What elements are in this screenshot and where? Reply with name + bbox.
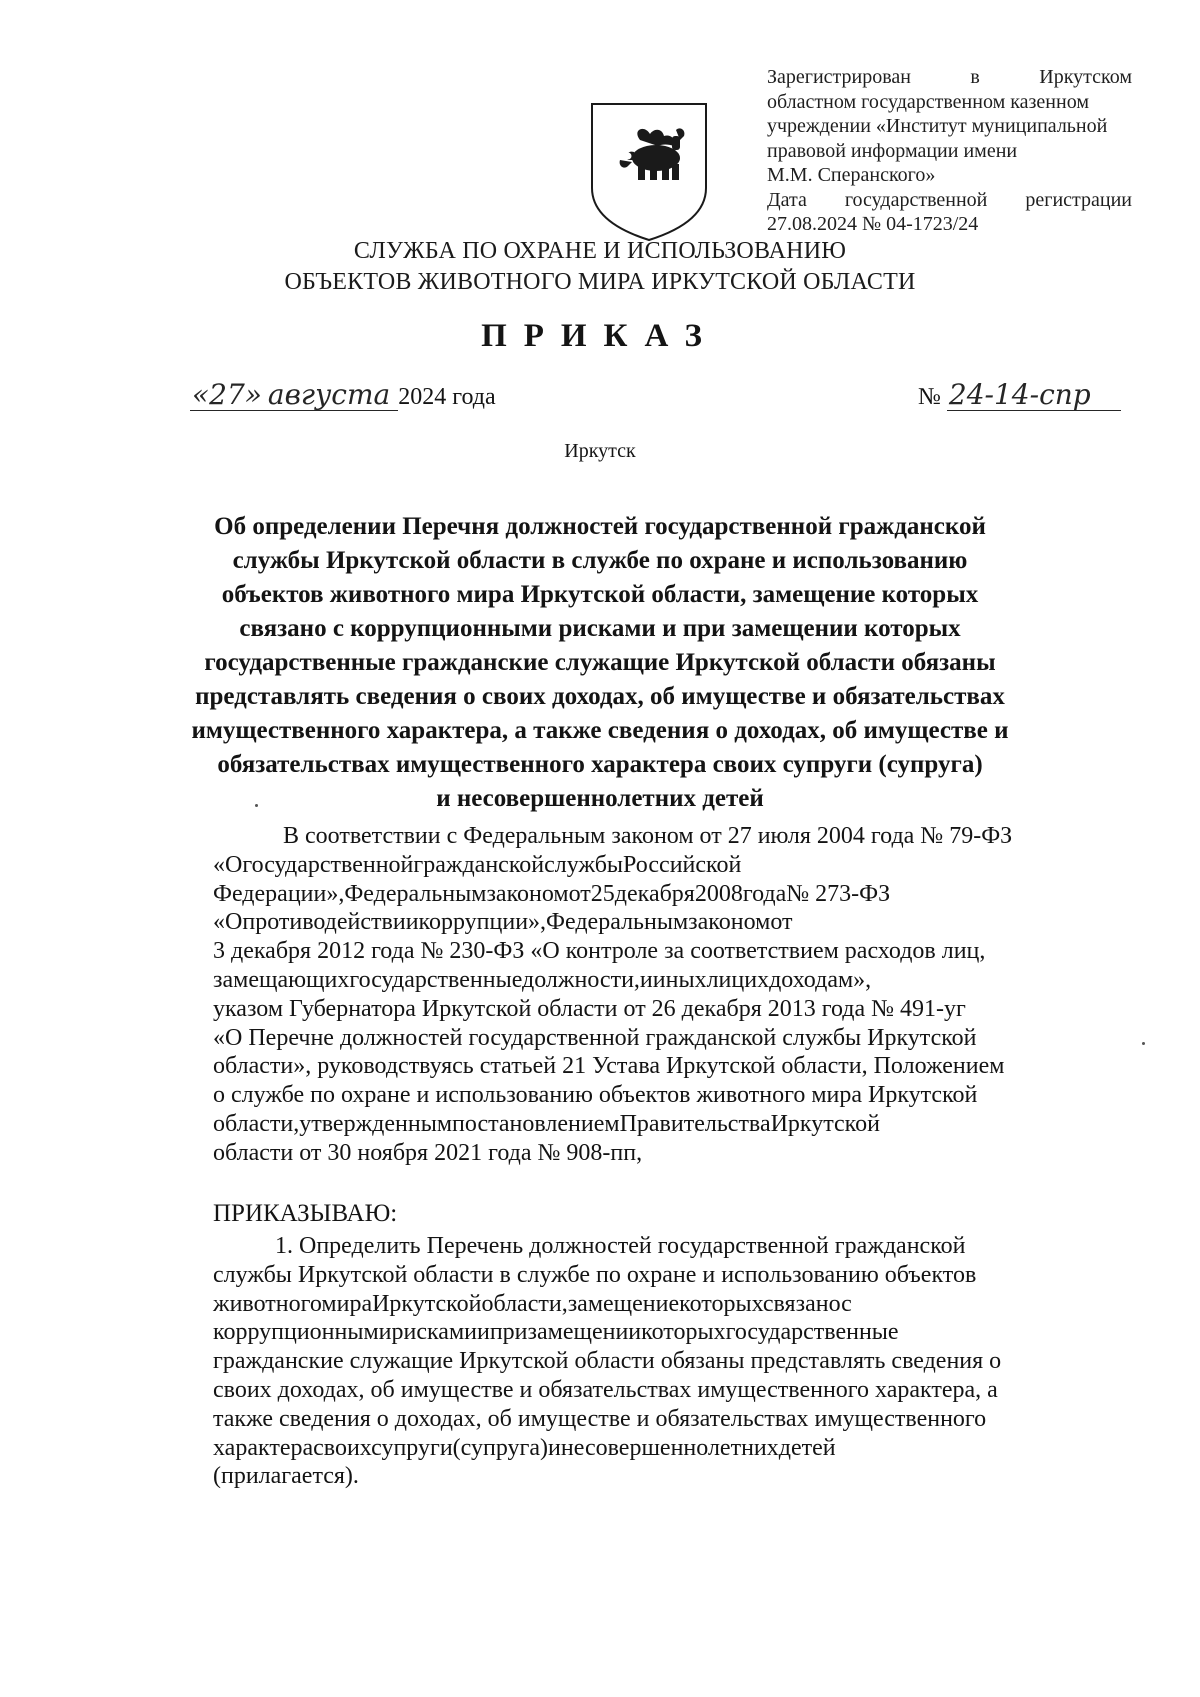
registration-text: Дата xyxy=(767,188,807,211)
preamble-text: декабря xyxy=(614,880,695,907)
preamble-text: коррупции», xyxy=(418,909,547,936)
title-line: государственные гражданские служащие Иркутской области обязаны xyxy=(204,649,996,676)
registration-line xyxy=(767,188,1132,213)
preamble-text: Федеральным xyxy=(546,909,689,936)
preamble-text: «О xyxy=(213,851,243,878)
item-text: замещение xyxy=(567,1290,680,1317)
preamble-text: от xyxy=(568,880,591,907)
preamble-text: области», руководствуясь статьей 21 Устава Иркутской области, Положением xyxy=(213,1053,1005,1080)
preamble-line xyxy=(213,1052,1125,1081)
item-text: службы Иркутской области в службе по охране и использованию объектов xyxy=(213,1261,977,1288)
item-line xyxy=(213,1376,1125,1405)
preamble-text: государственные xyxy=(349,966,523,993)
item-text: которых xyxy=(679,1290,763,1317)
preamble-text: законом xyxy=(688,909,771,936)
number-prefix: № xyxy=(918,384,941,410)
registration-line xyxy=(767,212,1132,237)
item-text: характера xyxy=(213,1434,314,1461)
preamble-line xyxy=(213,822,1125,851)
item-text: рисками xyxy=(391,1319,477,1346)
preamble-line xyxy=(213,1081,1125,1110)
item-text: несовершеннолетних xyxy=(560,1434,779,1461)
preamble-text: года xyxy=(742,880,787,907)
item-line xyxy=(213,1347,1125,1376)
registration-stamp xyxy=(767,65,1132,237)
city: Иркутск xyxy=(564,440,636,462)
preamble-text: о службе по охране и использованию объектов животного мира Иркутской xyxy=(213,1082,978,1109)
registration-text: учреждении «Институт муниципальной xyxy=(767,115,1108,137)
preamble-text: 2008 xyxy=(694,880,743,907)
preamble-line xyxy=(213,1110,1125,1139)
date-day: 27 xyxy=(209,378,245,411)
title-line: связано с коррупционными рисками и при замещении которых xyxy=(239,615,961,642)
preamble-line xyxy=(213,1024,1125,1053)
registration-line xyxy=(767,139,1132,164)
registration-text: Зарегистрирован xyxy=(767,66,912,88)
preamble-text: № 273-ФЗ xyxy=(786,880,891,907)
preamble-text: должности, xyxy=(522,966,640,993)
agency-name-line-2: ОБЪЕКТОВ ЖИВОТНОГО МИРА ИРКУТСКОЙ ОБЛАСТИ xyxy=(284,269,916,295)
item-line xyxy=(213,1434,1125,1463)
preamble-text: области, xyxy=(213,1110,300,1137)
preamble-text: Федеральным xyxy=(344,880,487,907)
preamble-text: Российской xyxy=(623,851,742,878)
preamble-text: гражданской xyxy=(413,851,545,878)
item-text: своих xyxy=(313,1434,372,1461)
item-text: супруги xyxy=(371,1434,453,1461)
preamble-line xyxy=(213,908,1125,937)
order-date xyxy=(190,378,496,411)
registration-line xyxy=(767,114,1132,139)
preamble-line xyxy=(213,851,1125,880)
date-year: 2024 года xyxy=(398,384,496,410)
date-open-quote: « xyxy=(192,378,210,411)
preamble-text: области от 30 ноября 2021 года № 908-пп, xyxy=(213,1139,643,1166)
item-line xyxy=(213,1232,1125,1261)
item-text: при xyxy=(489,1319,528,1346)
item-text: с xyxy=(841,1290,852,1317)
registration-text: государственной xyxy=(844,188,988,211)
preamble-text: замещающих xyxy=(213,966,350,993)
title-line: и несовершеннолетних детей xyxy=(436,785,764,812)
title-line: представлять сведения о своих доходах, об имуществе и обязательствах xyxy=(195,683,1005,710)
preamble-text: законом xyxy=(486,880,569,907)
order-item-1 xyxy=(213,1232,1125,1491)
item-text: и xyxy=(548,1434,561,1461)
registration-line xyxy=(767,65,1132,90)
item-text: и xyxy=(476,1319,490,1346)
item-text: также сведения о доходах, об имуществе и обязательствах имущественного xyxy=(213,1405,987,1432)
title-line: Об определении Перечня должностей государственной гражданской xyxy=(214,513,986,540)
preamble-text: лиц xyxy=(706,966,745,993)
title-line: службы Иркутской области в службе по охране и использованию xyxy=(232,547,968,574)
number-value: 24-14-спр xyxy=(948,378,1091,411)
scan-speck xyxy=(255,804,258,807)
item-text: связано xyxy=(762,1290,842,1317)
item-text: детей xyxy=(778,1434,836,1461)
preamble-text: 25 xyxy=(590,880,615,907)
title-line: обязательствах имущественного характера своих супруги (супруга) xyxy=(217,751,983,778)
preamble-text: «О Перечне должностей государственной гражданской службы Иркутской xyxy=(213,1024,977,1051)
preamble xyxy=(213,822,1125,1168)
preamble-text: Правительства xyxy=(619,1110,771,1137)
registration-text: М.М. Сперанского» xyxy=(767,164,936,186)
order-number xyxy=(918,378,1121,411)
preamble-text: их xyxy=(744,966,770,993)
registration-line xyxy=(767,163,1132,188)
item-text: 1. Определить Перечень должностей государственной гражданской xyxy=(275,1233,966,1259)
preamble-text: Иркутской xyxy=(770,1110,880,1137)
preamble-line xyxy=(213,995,1125,1024)
item-text: мира xyxy=(321,1290,373,1317)
item-text: коррупционными xyxy=(213,1319,392,1346)
preamble-line xyxy=(213,966,1125,995)
item-text: (прилагается). xyxy=(213,1463,359,1490)
preamble-line xyxy=(213,937,1125,966)
item-text: которых xyxy=(641,1319,726,1346)
item-line xyxy=(213,1318,1125,1347)
item-line xyxy=(213,1462,1125,1491)
item-text: (супруга) xyxy=(452,1434,549,1461)
preamble-line xyxy=(213,880,1125,909)
registration-text: областном государственном казенном xyxy=(767,90,1089,113)
preamble-text: службы xyxy=(544,851,624,878)
preamble-text: доходам», xyxy=(769,966,872,993)
item-text: животного xyxy=(213,1290,322,1317)
order-word: ПРИКАЗЫВАЮ: xyxy=(213,1200,398,1227)
item-text: замещении xyxy=(527,1319,642,1346)
title-line: объектов животного мира Иркутской области, замещение которых xyxy=(221,581,979,608)
registration-text: регистрации xyxy=(1025,188,1132,211)
preamble-text: 3 декабря 2012 года № 230-ФЗ «О контроле за соответствием расходов лиц, xyxy=(213,938,986,965)
preamble-text: государственной xyxy=(242,851,414,878)
preamble-text: постановлением xyxy=(452,1110,620,1137)
document-title xyxy=(150,510,1050,816)
registration-line xyxy=(767,90,1132,115)
item-text: государственные xyxy=(725,1319,899,1346)
date-close-quote: » xyxy=(244,378,262,411)
scan-speck xyxy=(1142,1042,1145,1045)
date-month: августа xyxy=(267,378,391,411)
registration-text: правовой информации имени xyxy=(767,139,1018,162)
item-line xyxy=(213,1261,1125,1290)
document-type: ПРИКАЗ xyxy=(481,318,719,354)
registration-text: в xyxy=(970,66,980,88)
preamble-text: указом Губернатора Иркутской области от 26 декабря 2013 года № 491-уг xyxy=(213,995,966,1022)
agency-name-line-1: СЛУЖБА ПО ОХРАНЕ И ИСПОЛЬЗОВАНИЮ xyxy=(353,238,847,264)
item-text: своих доходах, об имуществе и обязательствах имущественного характера, а xyxy=(213,1376,998,1403)
irkutsk-coat-of-arms-icon xyxy=(588,100,710,242)
registration-text: 27.08.2024 № 04-1723/24 xyxy=(767,213,979,235)
item-text: Иркутской xyxy=(372,1290,482,1317)
preamble-text: Федерации», xyxy=(213,880,345,907)
item-text: гражданские служащие Иркутской области обязаны представлять сведения о xyxy=(213,1348,1002,1375)
item-line xyxy=(213,1290,1125,1319)
title-line: имущественного характера, а также сведения о доходах, об имуществе и xyxy=(191,717,1009,744)
preamble-text: В соответствии с Федеральным законом от 27 июля 2004 года № 79-ФЗ xyxy=(283,823,1013,849)
preamble-text: «О xyxy=(213,909,243,936)
preamble-text: и xyxy=(639,966,653,993)
item-line xyxy=(213,1405,1125,1434)
preamble-text: противодействии xyxy=(242,909,419,936)
preamble-text: утвержденным xyxy=(299,1110,453,1137)
registration-text: Иркутском xyxy=(1039,66,1132,88)
item-text: области, xyxy=(481,1290,568,1317)
preamble-text: от xyxy=(770,909,793,936)
preamble-line xyxy=(213,1139,1125,1168)
preamble-text: иных xyxy=(652,966,707,993)
